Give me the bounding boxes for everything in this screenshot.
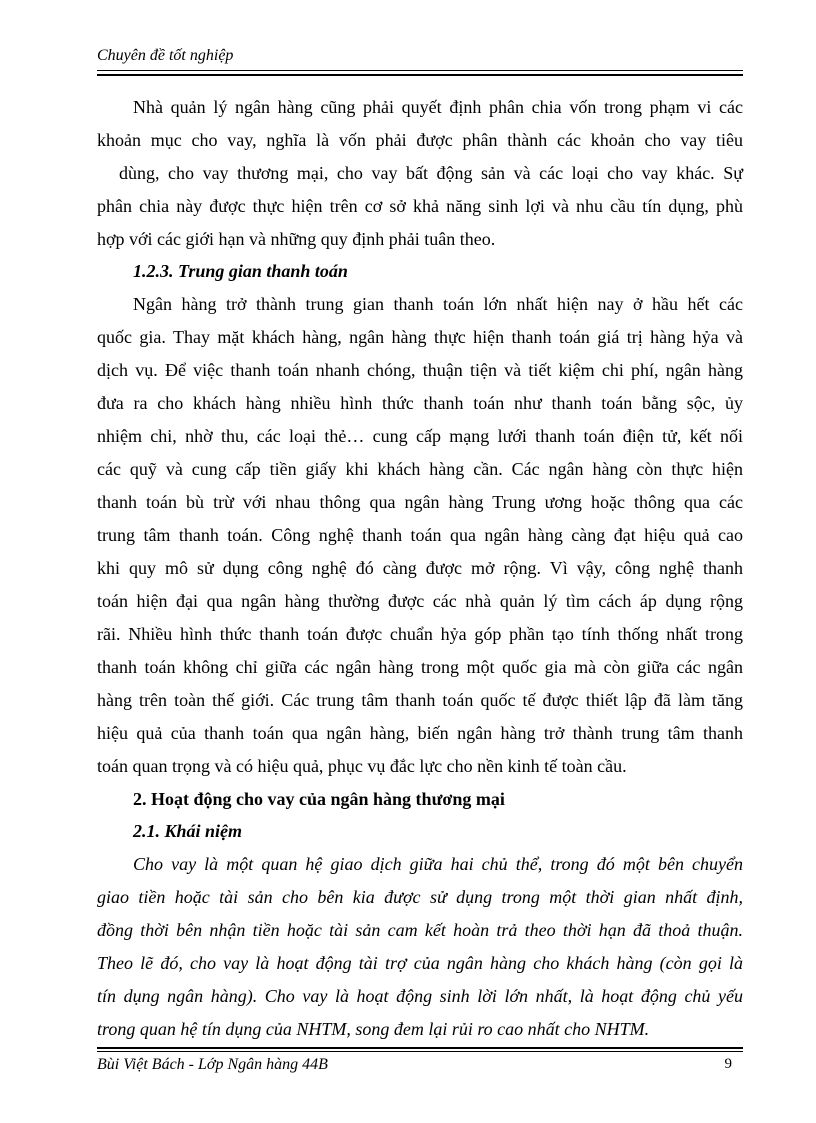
paragraph-line: các quỹ và cung cấp tiền giấy khi khách hàng cần. Các ngân hàng còn thực hiện [97,459,743,479]
paragraph-line: Cho vay là một quan hệ giao dịch giữa hai chủ thể, trong đó một bên chuyển [133,854,743,874]
paragraph-line: hiệu quả của thanh toán qua ngân hàng, biến ngân hàng trở thành trung tâm thanh [97,723,743,743]
page-number: 9 [724,1056,732,1072]
paragraph-line: dịch vụ. Để việc thanh toán nhanh chóng, thuận tiện và tiết kiệm chi phí, ngân hàng [97,360,743,380]
paragraph-line: toán quan trọng và có hiệu quả, phục vụ đắc lực cho nền kinh tế toàn cầu. [97,756,627,776]
paragraph-line: Ngân hàng trở thành trung gian thanh toán lớn nhất hiện nay ở hầu hết các [133,294,743,314]
paragraph-line: đưa ra cho khách hàng nhiều hình thức thanh toán như thanh toán bằng sộc, ủy [97,393,743,413]
paragraph-line: Theo lẽ đó, cho vay là hoạt động tài trợ của ngân hàng cho khách hàng (còn gọi là [97,953,743,973]
paragraph-line: thanh toán không chỉ giữa các ngân hàng trong một quốc gia mà còn giữa các ngân [97,657,743,677]
section-heading: 1.2.3. Trung gian thanh toán [133,261,348,281]
section-heading: 2. Hoạt động cho vay của ngân hàng thương mại [133,789,505,809]
paragraph-line: tín dụng ngân hàng). Cho vay là hoạt động sinh lời lớn nhất, là hoạt động chủ yếu [97,986,743,1006]
paragraph-line: hợp với các giới hạn và những quy định phải tuân theo. [97,229,496,249]
page-header: Chuyên đề tốt nghiệp [97,47,234,64]
paragraph-line: giao tiền hoặc tài sản cho bên kia được sử dụng trong một thời gian nhất định, [97,887,743,907]
paragraph-line: khi quy mô sử dụng công nghệ đó càng được mở rộng. Vì vậy, công nghệ thanh [97,558,743,578]
paragraph-line: rãi. Nhiều hình thức thanh toán được chuẩn hỷa góp phần tạo tính thống nhất trong [97,624,743,644]
paragraph-line: khoản mục cho vay, nghĩa là vốn phải được phân thành các khoản cho vay tiêu [97,130,743,150]
paragraph-line: phân chia này được thực hiện trên cơ sở khả năng sinh lợi và nhu cầu tín dụng, phù [97,196,743,216]
paragraph-line: trong quan hệ tín dụng của NHTM, song đem lại rủi ro cao nhất cho NHTM. [97,1019,650,1039]
header-rule [97,70,743,76]
paragraph-line: quốc gia. Thay mặt khách hàng, ngân hàng thực hiện thanh toán giá trị hàng hỷa và [97,327,743,347]
footer-rule [97,1047,743,1052]
subsection-heading: 2.1. Khái niệm [133,821,243,841]
paragraph-line: thanh toán bù trừ với nhau thông qua ngân hàng Trung ương hoặc thông qua các [97,492,743,512]
paragraph-line: toán hiện đại qua ngân hàng thường được các nhà quản lý tìm cách áp dụng rộng [97,591,743,611]
paragraph-line: trung tâm thanh toán. Công nghệ thanh toán qua ngân hàng càng đạt hiệu quả cao [97,525,743,545]
paragraph-line: đồng thời bên nhận tiền hoặc tài sản cam kết hoàn trả theo thời hạn đã thoả thuận. [97,920,743,940]
paragraph-line: Nhà quản lý ngân hàng cũng phải quyết định phân chia vốn trong phạm vi các [133,97,743,117]
footer-author: Bùi Việt Bách - Lớp Ngân hàng 44B [97,1056,328,1073]
paragraph-line: nhiệm chi, nhờ thu, các loại thẻ… cung cấp mạng lưới thanh toán điện tử, kết nối [97,426,743,446]
paragraph-line: hàng trên toàn thế giới. Các trung tâm thanh toán quốc tế được thiết lập đã làm tăng [97,690,743,710]
paragraph-line: dùng, cho vay thương mại, cho vay bất động sản và các loại cho vay khác. Sự [119,163,743,183]
